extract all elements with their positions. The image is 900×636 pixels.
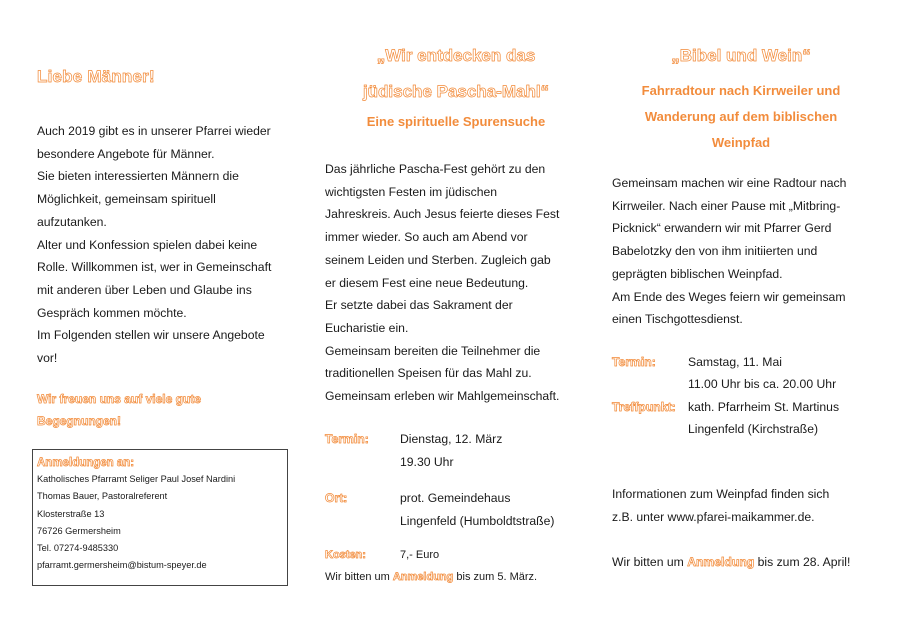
register-before: Wir bitten um bbox=[612, 555, 688, 569]
kosten-value: 7,- Euro bbox=[400, 549, 440, 561]
treffpunkt-label: Treffpunkt: bbox=[612, 400, 676, 414]
termin-time: 11.00 Uhr bis ca. 20.00 Uhr bbox=[688, 377, 837, 391]
intro-line: Gespräch kommen möchte. bbox=[37, 305, 187, 320]
intro-text bbox=[37, 120, 299, 370]
intro-line: mit anderen über Leben und Glaube ins bbox=[37, 282, 252, 297]
body-line: Gemeinsam bereiten die Teilnehmer die bbox=[325, 343, 541, 358]
intro-line: Im Folgenden stellen wir unsere Angebote bbox=[37, 328, 265, 343]
subtitle-line: Weinpfad bbox=[711, 135, 771, 150]
greeting-line: Begegnungen! bbox=[37, 414, 121, 428]
contact-line: Thomas Bauer, Pastoralreferent bbox=[37, 491, 168, 502]
subtitle-line: Fahrradtour nach Kirrweiler und bbox=[641, 83, 841, 98]
body-line: Kirrweiler. Nach einer Pause mit „Mitbring- bbox=[612, 198, 841, 213]
contact-line: 76726 Germersheim bbox=[37, 525, 121, 536]
register-word: Anmeldung bbox=[687, 555, 755, 569]
intro-line: Rolle. Willkommen ist, wer in Gemeinschaft bbox=[37, 260, 272, 275]
termin-time: 19.30 Uhr bbox=[400, 455, 454, 469]
termin-label: Termin: bbox=[325, 432, 369, 446]
body-line: geprägten biblischen Weinpfad. bbox=[612, 266, 783, 281]
intro-line: aufzutanken. bbox=[37, 214, 107, 229]
contact-email[interactable]: pfarramt.germersheim@bistum-speyer.de bbox=[37, 560, 207, 571]
body-line: immer wieder. So auch am Abend vor bbox=[325, 230, 528, 245]
body-line: Das jährliche Pascha-Fest gehört zu den bbox=[325, 162, 546, 176]
body-line: traditionellen Speisen für das Mahl zu. bbox=[325, 366, 532, 381]
body-line: Er setzte dabei das Sakrament der bbox=[325, 298, 513, 313]
treffpunkt-address: Lingenfeld (Kirchstraße) bbox=[688, 422, 819, 436]
pascha-ort bbox=[325, 487, 587, 537]
bibel-treffpunkt bbox=[612, 396, 870, 442]
heading-liebe-maenner: Liebe Männer! bbox=[37, 67, 155, 86]
contact-line: Tel. 07274-9485330 bbox=[37, 543, 119, 554]
pascha-subtitle: Eine spirituelle Spurensuche bbox=[366, 114, 546, 129]
termin-date: Samstag, 11. Mai bbox=[688, 355, 782, 369]
register-word: Anmeldung bbox=[392, 571, 454, 583]
intro-line: vor! bbox=[37, 351, 58, 366]
subtitle-line: Wanderung auf dem biblischen bbox=[644, 109, 838, 124]
intro-line: besondere Angebote für Männer. bbox=[37, 146, 215, 161]
body-line: wichtigsten Festen im jüdischen bbox=[325, 184, 498, 199]
ort-address: Lingenfeld (Humboldtstraße) bbox=[400, 514, 555, 528]
pascha-register bbox=[325, 566, 537, 588]
register-after: bis zum 28. April! bbox=[754, 555, 851, 569]
bibel-title: „Bibel und Wein“ bbox=[671, 46, 811, 65]
ort-label: Ort: bbox=[325, 491, 348, 505]
body-line: Am Ende des Weges feiern wir gemeinsam bbox=[612, 289, 846, 304]
bibel-termin bbox=[612, 351, 870, 397]
contact-title: Anmeldungen an: bbox=[37, 457, 135, 469]
pascha-title-line-2: jüdische Pascha-Mahl“ bbox=[362, 82, 550, 101]
greeting-line: Wir freuen uns auf viele gute bbox=[37, 392, 201, 406]
info-line: Informationen zum Weinpfad finden sich bbox=[612, 487, 830, 501]
termin-date: Dienstag, 12. März bbox=[400, 432, 503, 446]
bibel-info bbox=[612, 483, 874, 528]
treffpunkt-place: kath. Pfarrheim St. Martinus bbox=[688, 400, 840, 414]
intro-line: Möglichkeit, gemeinsam spirituell bbox=[37, 192, 216, 207]
ort-place: prot. Gemeindehaus bbox=[400, 491, 511, 505]
body-line: Eucharistie ein. bbox=[325, 320, 409, 335]
register-after: bis zum 5. März. bbox=[453, 571, 538, 583]
body-line: Babelotzky den von ihm initiierten und bbox=[612, 244, 818, 259]
body-line: er diesem Fest eine neue Bedeutung. bbox=[325, 275, 529, 290]
bibel-register bbox=[612, 551, 850, 573]
termin-label: Termin: bbox=[612, 355, 656, 369]
bibel-subtitle bbox=[612, 78, 870, 156]
body-line: Gemeinsam machen wir eine Radtour nach bbox=[612, 176, 847, 190]
body-line: Picknick“ erwandern wir mit Pfarrer Gerd bbox=[612, 221, 832, 236]
contact-line: Katholisches Pfarramt Seliger Paul Josef Nardini bbox=[37, 474, 236, 484]
body-line: einen Tischgottesdienst. bbox=[612, 312, 743, 327]
register-before: Wir bitten um bbox=[325, 571, 393, 583]
intro-line: Auch 2019 gibt es in unserer Pfarrei wieder bbox=[37, 124, 271, 138]
body-line: seinem Leiden und Sterben. Zugleich gab bbox=[325, 252, 551, 267]
pascha-title-line-1: „Wir entdecken das bbox=[376, 46, 536, 65]
body-line: Gemeinsam erleben wir Mahlgemeinschaft. bbox=[325, 389, 560, 404]
kosten-label: Kosten: bbox=[325, 549, 366, 561]
body-line: Jahreskreis. Auch Jesus feierte dieses Fest bbox=[325, 207, 560, 222]
info-link[interactable]: z.B. unter www.pfarei-maikammer.de. bbox=[612, 509, 815, 524]
pascha-body bbox=[325, 158, 587, 408]
intro-line: Sie bieten interessierten Männern die bbox=[37, 169, 239, 184]
intro-line: Alter und Konfession spielen dabei keine bbox=[37, 237, 258, 252]
contact-box bbox=[32, 449, 288, 586]
pascha-termin bbox=[325, 428, 587, 478]
bibel-body bbox=[612, 172, 874, 331]
contact-line: Klosterstraße 13 bbox=[37, 508, 105, 519]
greeting bbox=[37, 388, 201, 432]
